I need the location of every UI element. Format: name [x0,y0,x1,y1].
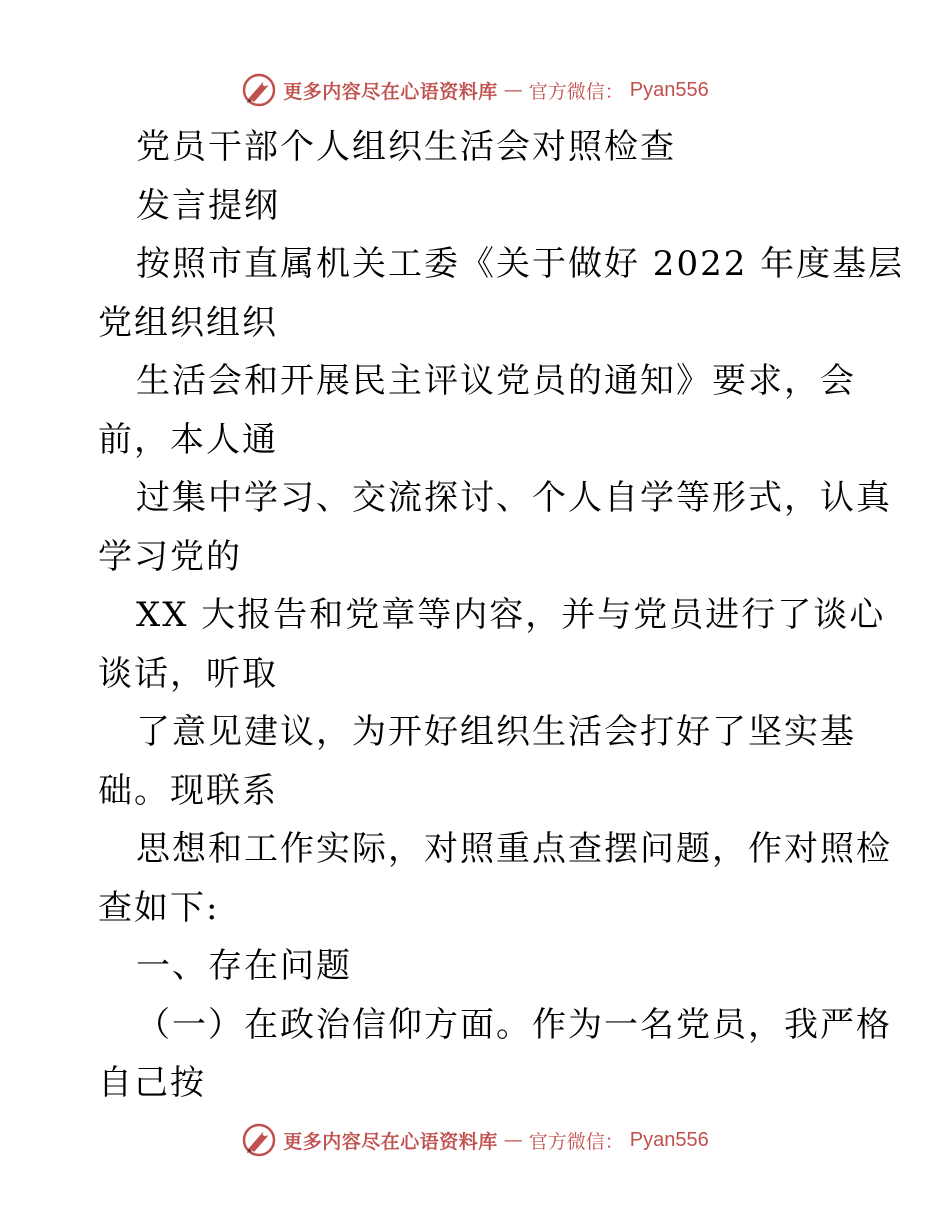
text-line: 础。现联系 [98,770,278,811]
text-line: 按照市直属机关工委《关于做好 2022 年度基层 [136,244,905,284]
text-line: 思想和工作实际，对照重点查摆问题，作对照检 [136,829,892,869]
watermark-brand: 更多内容尽在心语资料库 [283,1130,498,1153]
text-line: 查如下: [98,887,220,928]
text-line: 党员干部个人组织生活会对照检查 [136,127,676,167]
pen-logo-icon [241,1122,277,1158]
header-watermark [0,68,950,112]
watermark-separator: — [503,79,523,101]
text-line: 党组织组织 [98,302,278,343]
text-line: 自己按 [98,1063,206,1103]
text-line: XX 大报告和党章等内容，并与党员进行了谈心 [136,595,886,635]
watermark-wechat-id: Pyan556 [629,78,709,101]
document-body [98,118,905,1113]
text-line: （一）在政治信仰方面。作为一名党员，我严格 [136,1004,892,1045]
watermark-label: 官方微信： [528,80,624,103]
text-line: 学习党的 [98,536,242,577]
text-line: 谈话，听取 [98,653,278,694]
watermark-brand: 更多内容尽在心语资料库 [283,80,498,103]
text-line: 生活会和开展民主评议党员的通知》要求，会 [136,361,856,401]
text-line: 一、存在问题 [136,946,352,986]
text-line: 前，本人通 [98,419,278,460]
footer-watermark [0,1118,950,1162]
watermark-label: 官方微信： [528,1130,624,1153]
text-line: 发言提纲 [136,185,280,226]
watermark-separator: — [503,1129,523,1151]
text-line: 了意见建议，为开好组织生活会打好了坚实基 [136,712,856,752]
text-line: 过集中学习、交流探讨、个人自学等形式，认真 [136,478,892,518]
watermark-wechat-id: Pyan556 [629,1128,709,1151]
pen-logo-icon [241,72,277,108]
